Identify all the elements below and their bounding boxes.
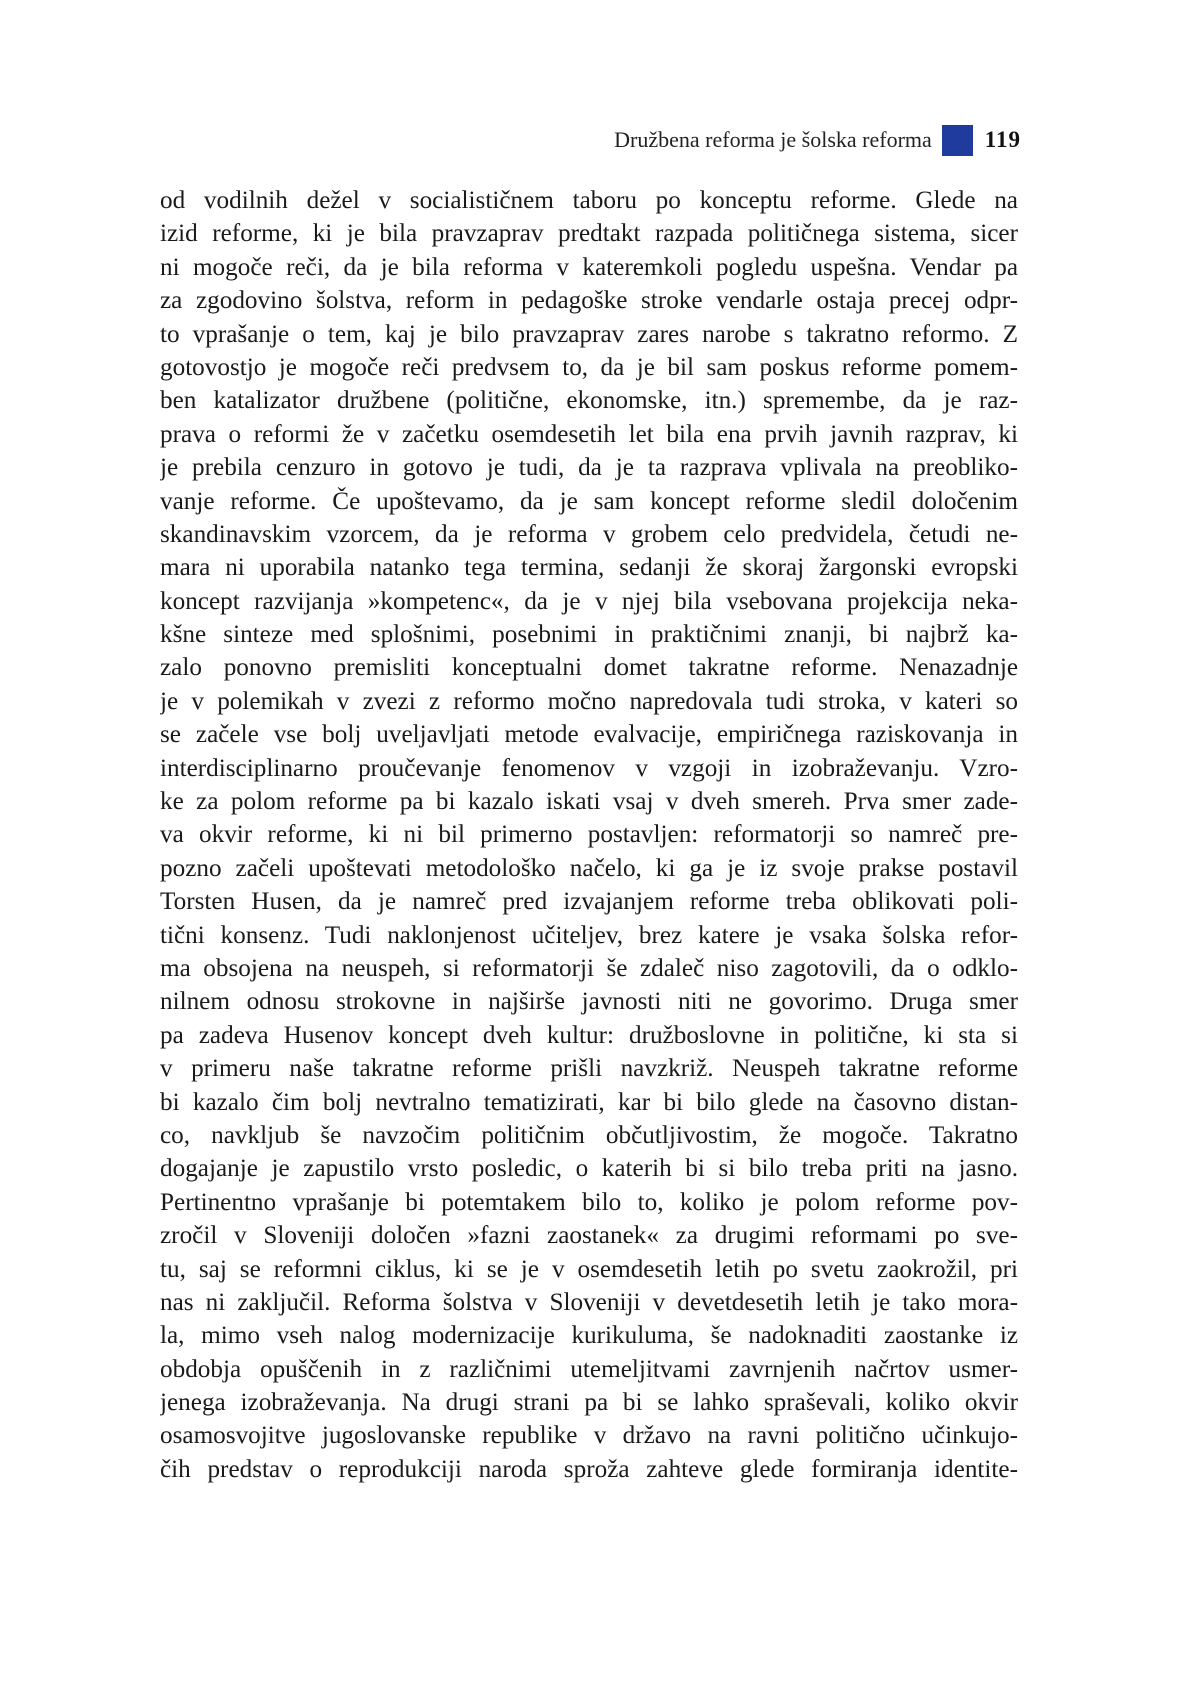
text-line: tu, saj se reformni ciklus, ki se je v osemdesetih letih po svetu zaokrožil, pri: [160, 1255, 1018, 1283]
text-line: se začele vse bolj uveljavljati metode evalvacije, empiričnega raziskovanja in: [160, 721, 1018, 749]
text-line: la, mimo vseh nalog modernizacije kurikuluma, še nadoknaditi zaostanke iz: [160, 1322, 1018, 1350]
text-line: zalo ponovno premisliti konceptualni domet takratne reforme. Nenazadnje: [160, 654, 1018, 682]
text-line: Pertinentno vprašanje bi potemtakem bilo to, koliko je polom reforme pov-: [160, 1188, 1018, 1216]
body-text: [160, 184, 1018, 1486]
text-line: vanje reforme. Če upoštevamo, da je sam koncept reforme sledil določenim: [160, 487, 1018, 515]
text-line: osamosvojitve jugoslovanske republike v državo na ravni politično učinkujo-: [160, 1422, 1018, 1450]
text-line: od vodilnih dežel v socialističnem taboru po konceptu reforme. Glede na: [160, 187, 1018, 214]
text-line: interdisciplinarno proučevanje fenomenov v vzgoji in izobraževanju. Vzro-: [160, 754, 1018, 782]
text-line: prava o reformi že v začetku osemdesetih let bila ena prvih javnih razprav, ki: [160, 420, 1018, 448]
text-line: dogajanje je zapustilo vrsto posledic, o katerih bi si bilo treba priti na jasno.: [160, 1155, 1018, 1183]
text-line: zročil v Sloveniji določen »fazni zaostanek« za drugimi reformami po sve-: [160, 1222, 1018, 1250]
text-line: co, navkljub še navzočim političnim občutljivostim, že mogoče. Takratno: [160, 1121, 1018, 1149]
text-line: kšne sinteze med splošnimi, posebnimi in praktičnimi znanji, bi najbrž ka-: [160, 621, 1018, 649]
text-line: pozno začeli upoštevati metodološko načelo, ki ga je iz svoje prakse postavil: [160, 854, 1018, 882]
text-line: jenega izobraževanja. Na drugi strani pa bi se lahko spraševali, koliko okvir: [160, 1389, 1018, 1417]
text-line: nilnem odnosu strokovne in najširše javnosti niti ne govorimo. Druga smer: [160, 988, 1018, 1016]
text-line: ke za polom reforme pa bi kazalo iskati vsaj v dveh smereh. Prva smer zade-: [160, 788, 1018, 816]
text-line: je prebila cenzuro in gotovo je tudi, da je ta razprava vplivala na preobliko-: [160, 454, 1018, 482]
text-line: bi kazalo čim bolj nevtralno tematizirati, kar bi bilo glede na časovno distan-: [160, 1088, 1018, 1116]
text-line: obdobja opuščenih in z različnimi utemeljitvami zavrnjenih načrtov usmer-: [160, 1355, 1018, 1383]
text-line: koncept razvijanja »kompetenc«, da je v njej bila vsebovana projekcija neka-: [160, 587, 1018, 615]
running-header: [614, 124, 1021, 156]
text-line: tični konsenz. Tudi naklonjenost učiteljev, brez katere je vsaka šolska refor-: [160, 921, 1018, 949]
running-title: Družbena reforma je šolska reforma: [614, 127, 932, 152]
text-line: mara ni uporabila natanko tega termina, sedanji že skoraj žargonski evropski: [160, 554, 1018, 582]
text-line: ni mogoče reči, da je bila reforma v kateremkoli pogledu uspešna. Vendar pa: [160, 253, 1018, 281]
text-line: izid reforme, ki je bila pravzaprav predtakt razpada političnega sistema, sicer: [160, 220, 1018, 248]
header-accent-square: [942, 125, 973, 156]
text-line: to vprašanje o tem, kaj je bilo pravzaprav zares narobe s takratno reformo. Z: [160, 320, 1018, 348]
text-line: skandinavskim vzorcem, da je reforma v grobem celo predvidela, četudi ne-: [160, 520, 1018, 548]
text-line: gotovostjo je mogoče reči predvsem to, da je bil sam poskus reforme pomem-: [160, 353, 1018, 381]
text-line: pa zadeva Husenov koncept dveh kultur: družboslovne in politične, ki sta si: [160, 1021, 1018, 1049]
text-line: nas ni zaključil. Reforma šolstva v Sloveniji v devetdesetih letih je tako mora-: [160, 1288, 1018, 1316]
text-line: za zgodovino šolstva, reform in pedagoške stroke vendarle ostaja precej odpr-: [160, 287, 1018, 315]
text-line: va okvir reforme, ki ni bil primerno postavljen: reformatorji so namreč pre-: [160, 821, 1018, 849]
text-line: ma obsojena na neuspeh, si reformatorji še zdaleč niso zagotovili, da o odklo-: [160, 954, 1018, 982]
text-line: čih predstav o reprodukciji naroda sproža zahteve glede formiranja identite-: [160, 1455, 1018, 1483]
text-line: v primeru naše takratne reforme prišli navzkriž. Neuspeh takratne reforme: [160, 1055, 1018, 1083]
page-number: 119: [984, 127, 1021, 152]
text-line: Torsten Husen, da je namreč pred izvajanjem reforme treba oblikovati poli-: [160, 888, 1018, 916]
text-line: je v polemikah v zvezi z reformo močno napredovala tudi stroka, v kateri so: [160, 687, 1018, 715]
text-line: ben katalizator družbene (politične, ekonomske, itn.) spremembe, da je raz-: [160, 387, 1018, 415]
